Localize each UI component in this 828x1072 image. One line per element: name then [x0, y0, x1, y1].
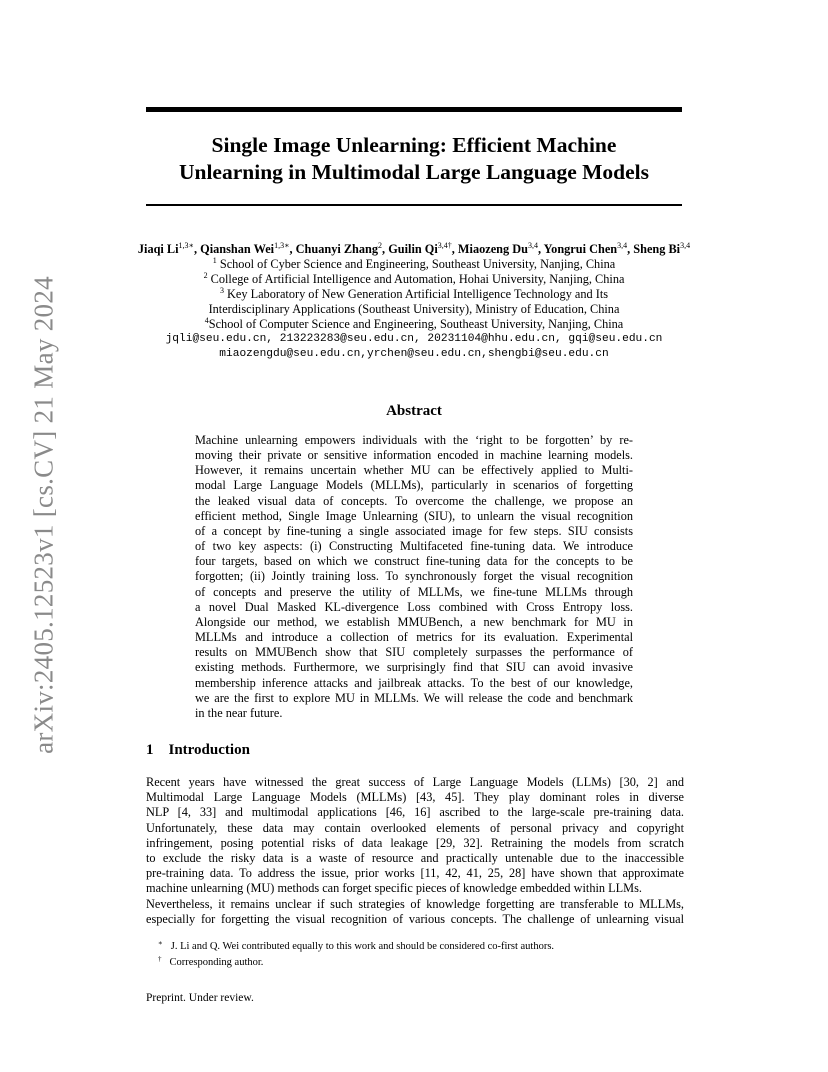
author-list: Jiaqi $Li^{1,3∗}$, Qianshan Wei$^{1,3∗}$, Chuanyi Zhang$^2$, Guilin $Qi^{3,4\dagger}$, Miaozeng Du$^{3,4}$, Yongrui Chen$^{3,4}$, Sheng Bi$^{3,4}$: [137, 241, 691, 256]
affiliation-line: Interdisciplinary Applications (Southeast University), Ministry of Education, China: [208, 302, 620, 316]
author-name: Miaozeng Du: [457, 242, 528, 256]
text-line: to exclude the risky data is a waste of resource and practically untenable due to the inaccessible: [146, 851, 684, 866]
email-line: miaozengdu@seu.edu.cn,yrchen@seu.edu.cn,shengbi@seu.edu.cn: [219, 348, 609, 360]
section-heading: [146, 742, 250, 759]
footnote-mark: ∗: [158, 939, 163, 947]
footnote-text: J. Li and Q. Wei contributed equally to this work and should be considered co-first authors.: [170, 941, 555, 952]
author-affiliation-sup: 1,3: [178, 241, 189, 250]
text-line: Nevertheless, it remains unclear if such strategies of knowledge forgetting are transferable to MLLMs,: [146, 897, 684, 911]
text-line: machine unlearning (MU) methods can forget specific pieces of knowledge embedded within LLMs.: [146, 881, 642, 896]
text-line: Unfortunately, these data may contain overlooked elements of personal privacy and copyright: [146, 820, 684, 835]
equal-contribution-mark: ∗: [188, 241, 194, 250]
text-line: Multimodal Large Language Models (MLLMs) [43, 45]. They play dominant roles in diverse: [146, 790, 684, 805]
affiliation-line: $^1$ School of Cyber Science and Engineering, Southeast University, Nanjing, China: [212, 256, 616, 271]
author-name: Qianshan Wei: [200, 242, 275, 256]
corresponding-author-mark: †: [447, 241, 452, 250]
text-line: the leaked visual data of concepts. To overcome the challenge, we propose an: [195, 493, 633, 508]
author-affiliation-sup: 3,4: [680, 241, 691, 250]
footnote-text: Corresponding author.: [169, 957, 264, 968]
text-line: we are the first to explore MU in MLLMs. We will release the code and benchmark: [195, 690, 633, 705]
text-line: existing methods. Furthermore, we surprisingly find that SIU can avoid invasive: [195, 660, 633, 675]
text-line: of a concept by fine-tuning a single associated image for few steps. SIU consists: [195, 523, 633, 538]
section-number: 1: [146, 742, 154, 758]
author-affiliation-sup: 1,3: [274, 241, 285, 250]
abstract-body: [195, 433, 633, 721]
text-line: However, it remains uncertain whether MU can be effectively applied to Multi-: [195, 463, 633, 478]
section-title: Introduction: [168, 742, 250, 758]
author-name: Sheng Bi: [633, 242, 681, 256]
text-line: of concepts and preserve the utility of MLLMs, we fine-tune MLLMs through: [195, 584, 633, 599]
author-name: Chuanyi Zhang: [295, 242, 379, 256]
text-line: of two key aspects: (i) Constructing Multifaceted fine-tuning data. We introduce: [195, 539, 633, 554]
footnote-mark: †: [158, 955, 162, 963]
footnote: [158, 940, 554, 953]
preprint-footer: Preprint. Under review.: [146, 992, 254, 1004]
affiliation-line: $^4$School of Computer Science and Engineering, Southeast University, Nanjing, China: [204, 316, 624, 331]
author-affiliation-sup: 3,4: [617, 241, 628, 250]
text-line: forgotten; (ii) Jointly training loss. To synchronously forget the visual recognition: [195, 569, 633, 584]
text-line: Recent years have witnessed the great success of Large Language Models (LLMs) [30, 2] and: [146, 775, 684, 789]
text-line: moving their private or sensitive information encoded in machine learning models.: [195, 448, 633, 463]
author-block: [100, 242, 728, 362]
abstract-heading: Abstract: [386, 403, 442, 419]
text-line: NLP [4, 33] and multimodal applications [46, 16] ascribed to the large-scale pre-training data.: [146, 805, 684, 820]
text-line: Alongside our method, we establish MMUBench, a new benchmark for MU in: [195, 614, 633, 629]
text-line: MLLMs and introduce a collection of metrics for its evaluation. Experimental: [195, 630, 633, 645]
author-name: Jiaqi Li: [137, 242, 179, 256]
text-line: infringement, posing potential risks of data leakage [29, 32]. Retraining the models from scratch: [146, 835, 684, 850]
author-name: Yongrui Chen: [543, 242, 618, 256]
text-line: modal Large Language Models (MLLMs), particularly in scenarios of forgetting: [195, 478, 633, 493]
paper-title: [146, 132, 682, 186]
intro-paragraph: [146, 897, 684, 927]
author-name: Guilin Qi: [388, 242, 438, 256]
author-affiliation-sup: 2: [378, 241, 383, 250]
arxiv-identifier-stamp: arXiv:2405.12523v1 [cs.CV] 21 May 2024: [28, 276, 59, 754]
text-line: Machine unlearning empowers individuals with the ‘right to be forgotten’ by re-: [195, 433, 633, 447]
text-line: membership inference attacks and jailbreak attacks. To the best of our knowledge,: [195, 675, 633, 690]
text-line: especially for forgetting the visual recognition of various concepts. The challenge of unlearning visual: [146, 912, 684, 927]
affiliation-line: $^2$ College of Artificial Intelligence and Automation, Hohai University, Nanjing, China: [203, 271, 625, 286]
author-affiliation-sup: 3,4: [437, 241, 448, 250]
text-line: in the near future.: [195, 705, 283, 720]
title-top-rule: [146, 107, 682, 112]
title-line-1: Single Image Unlearning: Efficient Machine: [211, 133, 617, 157]
email-line: jqli@seu.edu.cn, 213223283@seu.edu.cn, 20231104@hhu.edu.cn, gqi@seu.edu.cn: [165, 333, 663, 345]
text-line: results on MMUBench show that SIU completely surpasses the performance of: [195, 645, 633, 660]
text-line: efficient method, Single Image Unlearning (SIU), to unlearn the visual recognition: [195, 508, 633, 523]
title-line-2: Unlearning in Multimodal Large Language Models: [178, 160, 650, 184]
equal-contribution-mark: ∗: [284, 241, 290, 250]
author-affiliation-sup: 3,4: [527, 241, 538, 250]
footnote: [158, 956, 263, 969]
intro-paragraph: [146, 775, 684, 897]
text-line: pre-training data. To address the issue, prior works [11, 42, 41, 25, 28] have shown that approximate: [146, 866, 684, 881]
text-line: a novel Dual Masked KL-divergence Loss combined with Cross Entropy loss.: [195, 599, 633, 614]
affiliation-line: $^3$ Key Laboratory of New Generation Artificial Intelligence Technology and Its: [219, 286, 609, 301]
text-line: four targets, based on which we construct fine-tuning data for the concepts to be: [195, 554, 633, 569]
title-bottom-rule: [146, 204, 682, 206]
